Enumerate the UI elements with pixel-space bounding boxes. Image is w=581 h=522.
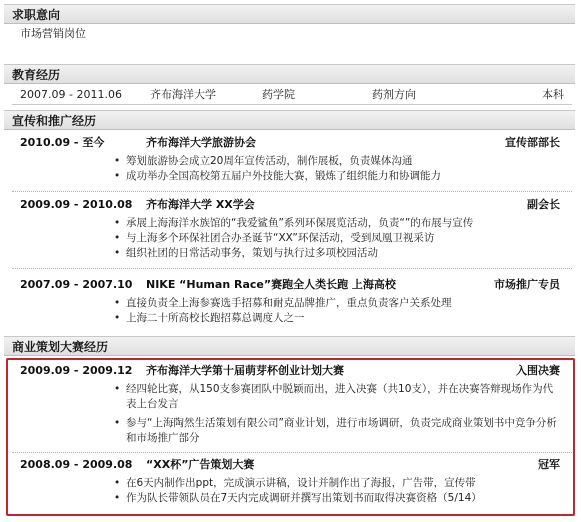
education-row bbox=[12, 86, 572, 105]
job-intention-value: 市场营销岗位 bbox=[20, 27, 86, 40]
education-school: 齐布海洋大学 bbox=[150, 88, 216, 101]
item-org: 齐布海洋大学 XX学会 bbox=[146, 198, 255, 211]
item-org: “XX杯”广告策划大赛 bbox=[146, 458, 255, 471]
item-period: 2008.09 - 2009.08 bbox=[20, 458, 133, 471]
item-period: 2007.09 - 2007.10 bbox=[20, 278, 133, 291]
divider bbox=[12, 452, 572, 453]
list-item: • 作为队长带领队员在7天内完成调研并撰写出策划书而取得决赛资格（5/14） bbox=[112, 491, 560, 506]
promotion-item-head bbox=[20, 276, 560, 294]
competition-item-head bbox=[20, 362, 560, 380]
bullet-list bbox=[112, 476, 560, 506]
bullet-list bbox=[112, 154, 560, 184]
section-header-education: 教育经历 bbox=[4, 64, 575, 84]
list-item: • 组织社团的日常活动事务，策划与执行过多项校园活动 bbox=[112, 246, 560, 261]
item-org: NIKE “Human Race”赛跑全人类长跑 上海高校 bbox=[146, 278, 396, 291]
list-item: • 上海二十所高校长跑招募总调度人之一 bbox=[112, 311, 560, 326]
education-degree: 本科 bbox=[542, 88, 564, 101]
promotion-item-head bbox=[20, 196, 560, 214]
section-header-job-intention: 求职意向 bbox=[4, 4, 575, 24]
item-role: 副会长 bbox=[527, 198, 560, 211]
item-role: 入围决赛 bbox=[516, 364, 560, 377]
education-period: 2007.09 - 2011.06 bbox=[20, 88, 122, 101]
item-period: 2009.09 - 2009.12 bbox=[20, 364, 133, 377]
bullet-list bbox=[112, 382, 560, 446]
divider bbox=[12, 191, 572, 192]
list-item: • 参与“上海陶然生活策划有限公司”商业计划，进行市场调研，负责完成商业策划书中竞争分析和市场推广部分 bbox=[112, 416, 560, 446]
section-header-competition: 商业策划大赛经历 bbox=[4, 336, 575, 356]
list-item: • 成功举办全国高校第五届户外技能大赛，锻炼了组织能力和协调能力 bbox=[112, 169, 560, 184]
bullet-list bbox=[112, 216, 560, 261]
promotion-item-head bbox=[20, 134, 560, 152]
list-item: • 承展上海海洋水族馆的“我爱鲨鱼”系列环保展览活动，负责“”的布展与宣传 bbox=[112, 216, 560, 231]
education-major: 药剂方向 bbox=[372, 88, 416, 101]
education-college: 药学院 bbox=[262, 88, 295, 101]
item-role: 市场推广专员 bbox=[494, 278, 560, 291]
section-header-promotion: 宣传和推广经历 bbox=[4, 110, 575, 130]
item-role: 冠军 bbox=[538, 458, 560, 471]
bullet-list bbox=[112, 296, 560, 326]
list-item: • 直接负责全上海参赛选手招募和耐克品牌推广，重点负责客户关系处理 bbox=[112, 296, 560, 311]
item-org: 齐布海洋大学第十届萌芽杯创业计划大赛 bbox=[146, 364, 344, 377]
item-org: 齐布海洋大学旅游协会 bbox=[146, 136, 256, 149]
item-period: 2009.09 - 2010.08 bbox=[20, 198, 133, 211]
competition-item-head bbox=[20, 456, 560, 474]
list-item: • 与上海多个环保社团合办圣诞节“XX”环保活动，受到凤凰卫视采访 bbox=[112, 231, 560, 246]
list-item: • 在6天内制作出ppt，完成演示讲稿，设计并制作出了海报，广告带，宣传带 bbox=[112, 476, 560, 491]
list-item: • 经四轮比赛，从150支参赛团队中脱颖而出，进入决赛（共10支），并在决赛答辩现场作为代表上台发言 bbox=[112, 382, 560, 412]
divider bbox=[12, 268, 572, 269]
item-period: 2010.09 - 至今 bbox=[20, 136, 105, 149]
item-role: 宣传部部长 bbox=[505, 136, 560, 149]
list-item: • 筹划旅游协会成立20周年宣传活动，制作展板，负责媒体沟通 bbox=[112, 154, 560, 169]
